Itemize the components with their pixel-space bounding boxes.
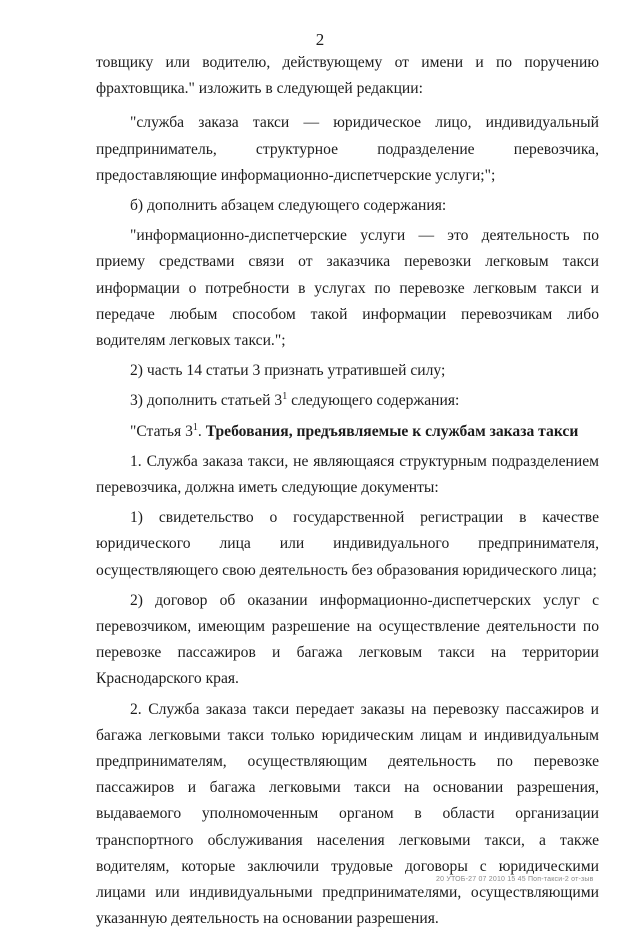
footer-stamp: 20 УТОБ-27 07 2010 15 45 Поп-такси-2 от-зыв (436, 876, 594, 883)
paragraph-taxi-service-definition: "служба заказа такси — юридическое лицо, индивидуальный предприниматель, структурное подразделение перевозчика, предоставляющие информационно-диспетчерские услуги;"; (96, 114, 599, 184)
paragraph-dispatch-services-definition: "информационно-диспетчерские услуги — это деятельность по приему средствами связи от заказчика перевозки легковым такси информации о потребности в услугах по перевозке легковым такси и передаче любым способом такой информации перевозчикам либо водителям легковых такси."; (96, 227, 599, 350)
article-heading (96, 419, 599, 445)
paragraph-item-3 (96, 388, 599, 414)
item3-prefix: 3) дополнить статьей 3 (130, 392, 283, 410)
paragraph-item-2: 2) часть 14 статьи 3 признать утратившей силу; (130, 362, 446, 380)
item3-suffix: следующего содержания: (287, 392, 460, 410)
paragraph-continuation: товщику или водителю, действующему от имени и по поручению фрахтовщика." изложить в следующей редакции: (96, 54, 599, 98)
article-heading-superscript: 1 (192, 421, 198, 433)
article-paragraph-1: 1. Служба заказа такси, не являющаяся структурным подразделением перевозчика, должна иметь следующие документы: (96, 452, 599, 497)
article-paragraph-2: 2. Служба заказа такси передает заказы на перевозку пассажиров и багажа легковыми такси только юридическим лицам и индивидуальным предпринимателям, осуществляющим деятельность по перевозке пассажиров и багажа легковыми такси на основании разрешения, выдаваемого уполномоченным органом в области организации транспортного обслуживания населения легковыми такси, а также водителям, которые заключили трудовые договоры с юридическими лицами или индивидуальными предпринимателями, осуществляющими указанную деятельность на основании разрешения. (96, 700, 599, 928)
page-number: 2 (315, 30, 325, 49)
article-subitem-2: 2) договор об оказании информационно-диспетчерских услуг с перевозчиком, имеющим разрешение на осуществление деятельности по перевозке пассажиров и багажа легковым такси на территории Краснодарского края. (96, 591, 599, 688)
article-heading-prefix: "Статья 3 (130, 422, 193, 440)
document-body (96, 50, 599, 937)
article-heading-suffix: . (197, 422, 206, 440)
item3-superscript: 1 (282, 391, 288, 403)
article-title: Требования, предъявляемые к службам заказа такси (205, 422, 579, 440)
article-subitem-1: 1) свидетельство о государственной регистрации в качестве юридического лица или индивидуального предпринимателя, осуществляющего свою деятельность без образования юридического лица; (96, 509, 599, 579)
paragraph-item-b: б) дополнить абзацем следующего содержания: (130, 197, 447, 215)
